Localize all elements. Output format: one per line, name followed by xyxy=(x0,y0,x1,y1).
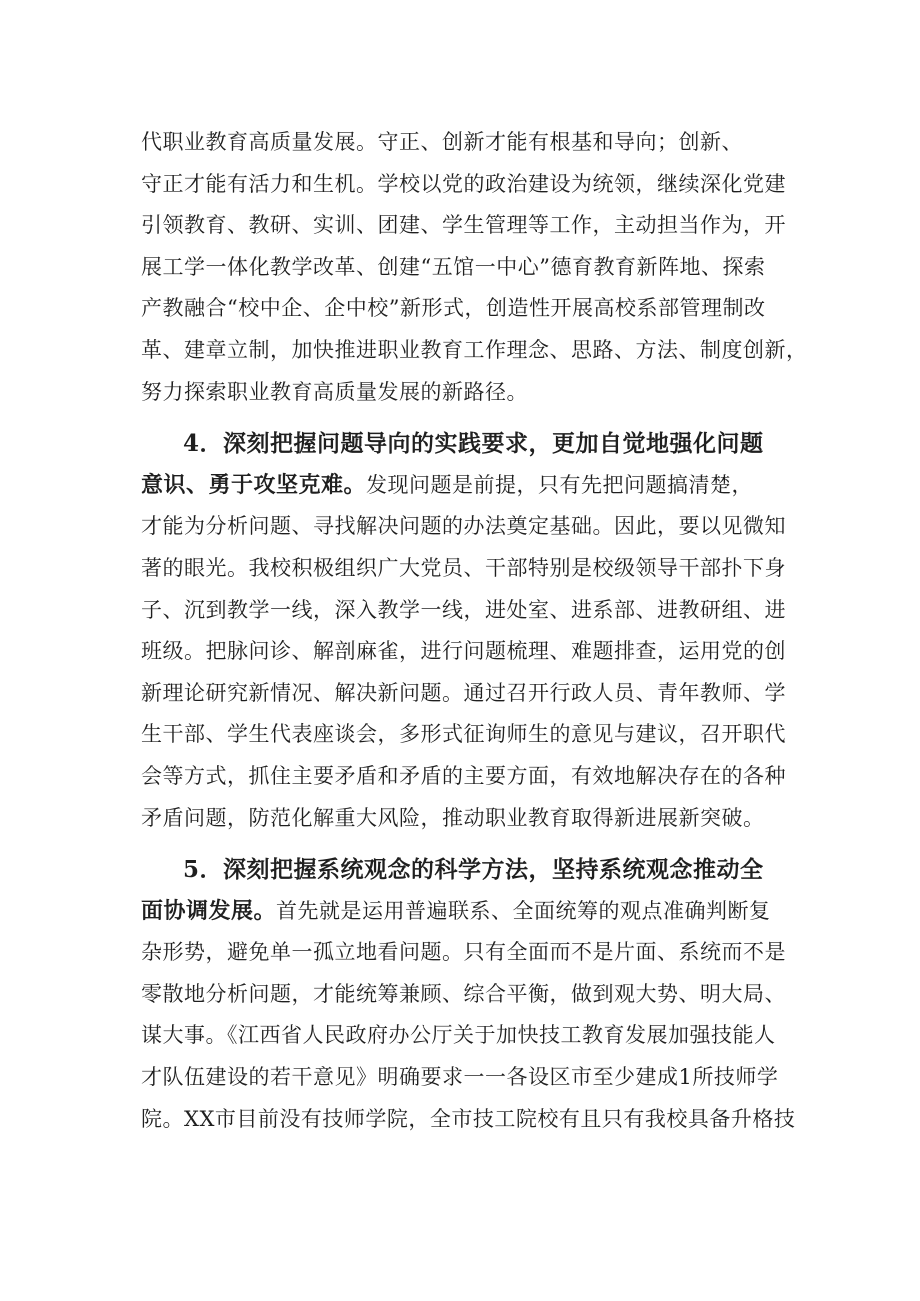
text-line: 努力探索职业教育高质量发展的新路径。 xyxy=(141,379,528,404)
text-line: 杂形势，避免单一孤立地看问题。只有全面而不是片面、系统而不是 xyxy=(141,940,786,965)
text-line: 引领教育、教研、实训、团建、学生管理等工作，主动担当作为，开 xyxy=(141,213,786,238)
paragraph-2 xyxy=(141,423,801,839)
section-heading-5: 5．深刻把握系统观念的科学方法，坚持系统观念推动全 xyxy=(183,856,764,884)
section-heading-5-continued: 面协调发展。 xyxy=(141,897,277,924)
text-line xyxy=(141,465,801,507)
paragraph-3 xyxy=(141,849,801,1140)
text-line: 院。XX市目前没有技师学院，全市技工院校有且只有我校具备升格技 xyxy=(141,1106,796,1131)
text-line: 子、沉到教学一线，深入教学一线，进处室、进系部、进教研组、进 xyxy=(141,597,786,622)
text-line: 守正才能有活力和生机。学校以党的政治建设为统领，继续深化党建 xyxy=(141,171,786,196)
text-line: 矛盾问题，防范化解重大风险，推动职业教育取得新进展新突破。 xyxy=(141,805,765,830)
text-line: 代职业教育高质量发展。守正、创新才能有根基和导向；创新、 xyxy=(141,130,743,154)
paragraph-1 xyxy=(141,122,808,413)
section-heading-4: 4．深刻把握问题导向的实践要求，更加自觉地强化问题 xyxy=(183,430,764,458)
text-line: 著的眼光。我校积极组织广大党员、干部特别是校级领导干部扑下身 xyxy=(141,555,786,580)
text-line: 新理论研究新情况、解决新问题。通过召开行政人员、青年教师、学 xyxy=(141,680,786,705)
document-body xyxy=(141,122,808,1140)
text-line: 零散地分析问题，才能统筹兼顾、综合平衡，做到观大势、明大局、 xyxy=(141,981,786,1006)
text-line: 生干部、学生代表座谈会，多形式征询师生的意见与建议，召开职代 xyxy=(141,722,786,747)
section-heading-4-continued: 意识、勇于攻坚克难。 xyxy=(141,471,367,498)
text-line: 才队伍建设的若干意见》明确要求一一各设区市至少建成1所技师学 xyxy=(141,1065,779,1090)
text-line-rest: 首先就是运用普遍联系、全面统筹的观点准确判断复 xyxy=(276,898,771,923)
text-line: 革、建章立制，加快推进职业教育工作理念、思路、方法、制度创新， xyxy=(141,337,808,362)
text-line: 才能为分析问题、寻找解决问题的办法奠定基础。因此，要以见微知 xyxy=(141,514,786,539)
text-line: 班级。把脉问诊、解剖麻雀，进行问题梳理、难题排查，运用党的创 xyxy=(141,639,786,664)
text-line xyxy=(141,891,801,933)
text-line: 产教融合“校中企、企中校”新形式，创造性开展高校系部管理制改 xyxy=(141,296,766,321)
text-line: 谋大事。《江西省人民政府办公厅关于加快技工教育发展加强技能人 xyxy=(141,1023,776,1048)
text-line: 展工学一体化教学改革、创建“五馆一中心”德育教育新阵地、探索 xyxy=(141,254,766,279)
text-line: 会等方式，抓住主要矛盾和矛盾的主要方面，有效地解决存在的各种 xyxy=(141,763,786,788)
text-line-rest: 发现问题是前提，只有先把问题搞清楚， xyxy=(366,472,754,497)
